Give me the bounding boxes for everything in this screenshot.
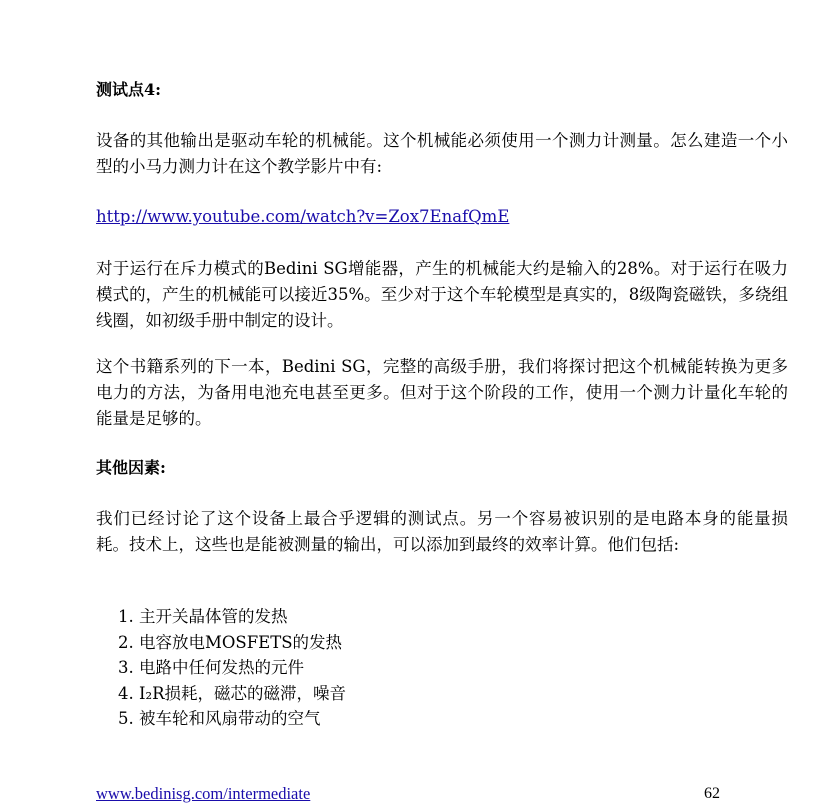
section-heading-other-factors: 其他因素: bbox=[96, 458, 166, 477]
youtube-link[interactable]: http://www.youtube.com/watch?v=Zox7EnafQmE bbox=[96, 207, 510, 226]
page-number: 62 bbox=[704, 785, 720, 802]
list-item: 4. I₂R损耗，磁芯的磁滞，噪音 bbox=[118, 683, 347, 703]
list-item: 3. 电路中任何发热的元件 bbox=[118, 658, 304, 677]
footer-website-link[interactable]: www.bedinisg.com/intermediate bbox=[96, 784, 311, 803]
paragraph-circuit-losses: 我们已经讨论了这个设备上最合乎逻辑的测试点。另一个容易被识别的是电路本身的能量损耗。技术上，这些也是能被测量的输出，可以添加到最终的效率计算。他们包括: bbox=[96, 509, 788, 554]
paragraph-next-book: 这个书籍系列的下一本，Bedini SG，完整的高级手册，我们将探讨把这个机械能转换为更多电力的方法，为备用电池充电甚至更多。但对于这个阶段的工作，使用一个测力计量化车轮的能量是足够的。 bbox=[96, 357, 788, 428]
section-heading-test-point-4: 测试点4: bbox=[96, 80, 162, 99]
list-item: 1. 主开关晶体管的发热 bbox=[118, 607, 288, 626]
list-item: 5. 被车轮和风扇带动的空气 bbox=[118, 709, 321, 728]
video-link-paragraph bbox=[96, 204, 788, 230]
paragraph-efficiency: 对于运行在斥力模式的Bedini SG增能器，产生的机械能大约是输入的28%。对于运行在吸力模式的，产生的机械能可以接近35%。至少对于这个车轮模型是真实的，8级陶瓷磁铁，多绕组线圈，如初级手册中制定的设计。 bbox=[96, 259, 788, 330]
loss-list bbox=[118, 604, 346, 732]
list-item: 2. 电容放电MOSFETS的发热 bbox=[118, 632, 343, 652]
paragraph-mechanical-output: 设备的其他输出是驱动车轮的机械能。这个机械能必须使用一个测力计测量。怎么建造一个小型的小马力测力计在这个教学影片中有: bbox=[96, 131, 788, 176]
